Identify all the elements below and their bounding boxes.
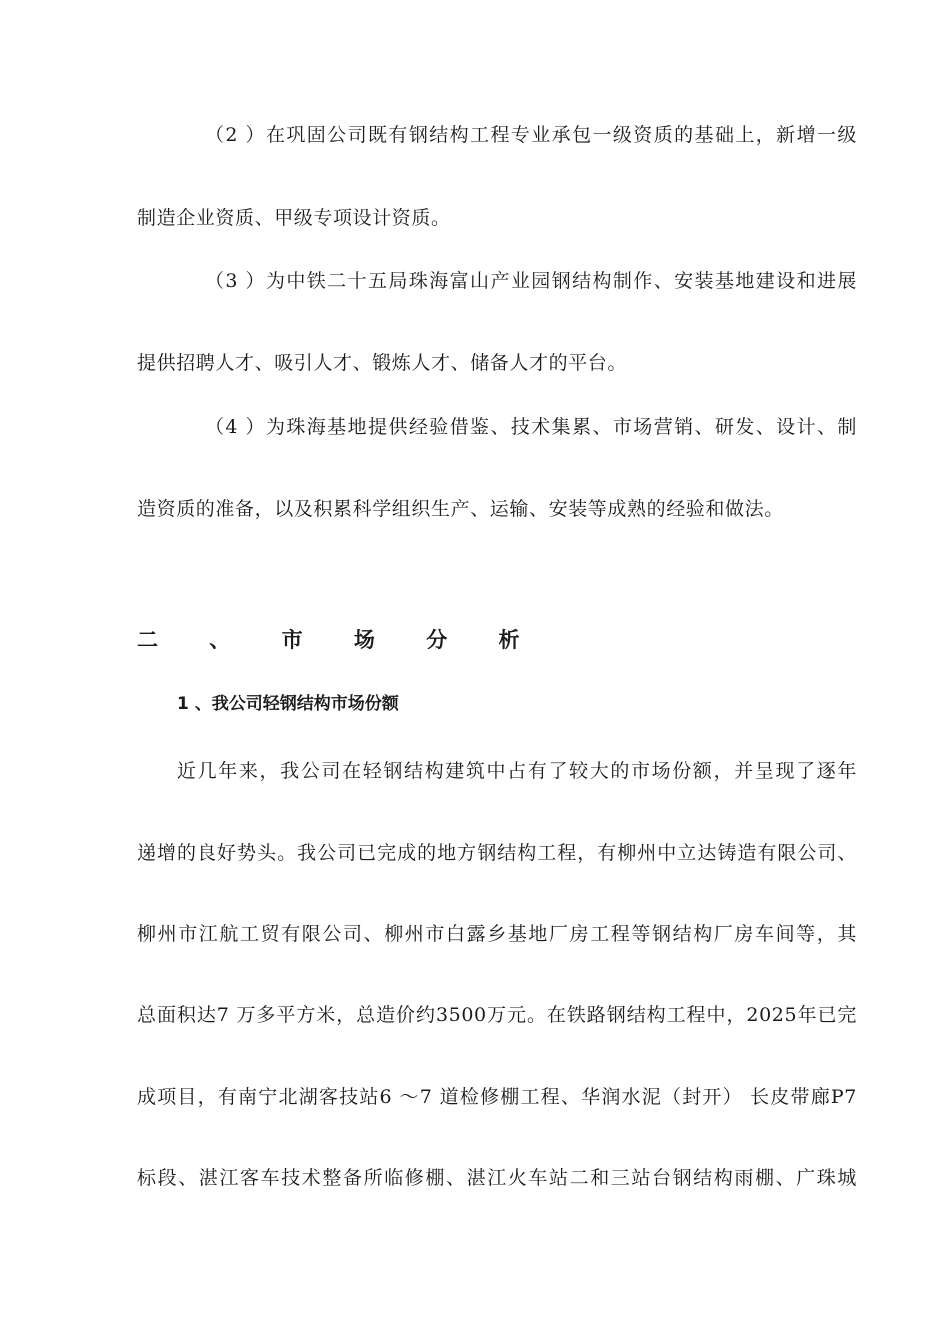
paragraph-line: 标段、湛江客车技术整备所临修棚、湛江火车站二和三站台钢结构雨棚、广珠城 [137, 1167, 857, 1189]
paragraph-line: 递增的良好势头。我公司已完成的地方钢结构工程，有柳州中立达铸造有限公司、 [137, 842, 857, 864]
item3-line1: （3 ）为中铁二十五局珠海富山产业园钢结构制作、安装基地建设和进展 [205, 270, 857, 292]
item4-line1: （4 ）为珠海基地提供经验借鉴、技术集累、市场营销、研发、设计、制 [205, 416, 857, 438]
paragraph-line: 总面积达7 万多平方米，总造价约3500万元。在铁路钢结构工程中，2025年已完 [137, 1004, 857, 1026]
item4-line2: 造资质的准备，以及积累科学组织生产、运输、安装等成熟的经验和做法。 [137, 498, 784, 520]
subsection-heading-market-share: 1 、我公司轻钢结构市场份额 [177, 694, 399, 714]
paragraph-line: 成项目，有南宁北湖客技站6 ～7 道检修棚工程、华润水泥（封开） 长皮带廊P7 [137, 1086, 857, 1108]
item2-line2: 制造企业资质、甲级专项设计资质。 [137, 207, 451, 229]
item2-line1: （2 ）在巩固公司既有钢结构工程专业承包一级资质的基础上，新增一级 [205, 124, 857, 146]
paragraph-line: 柳州市江航工贸有限公司、柳州市白露乡基地厂房工程等钢结构厂房车间等，其 [137, 923, 857, 945]
item3-line2: 提供招聘人才、吸引人才、锻炼人才、储备人才的平台。 [137, 352, 628, 374]
section-heading-market-analysis: 二 、 市 场 分 析 [137, 628, 542, 652]
paragraph-line: 近几年来，我公司在轻钢结构建筑中占有了较大的市场份额，并呈现了逐年 [177, 760, 857, 782]
